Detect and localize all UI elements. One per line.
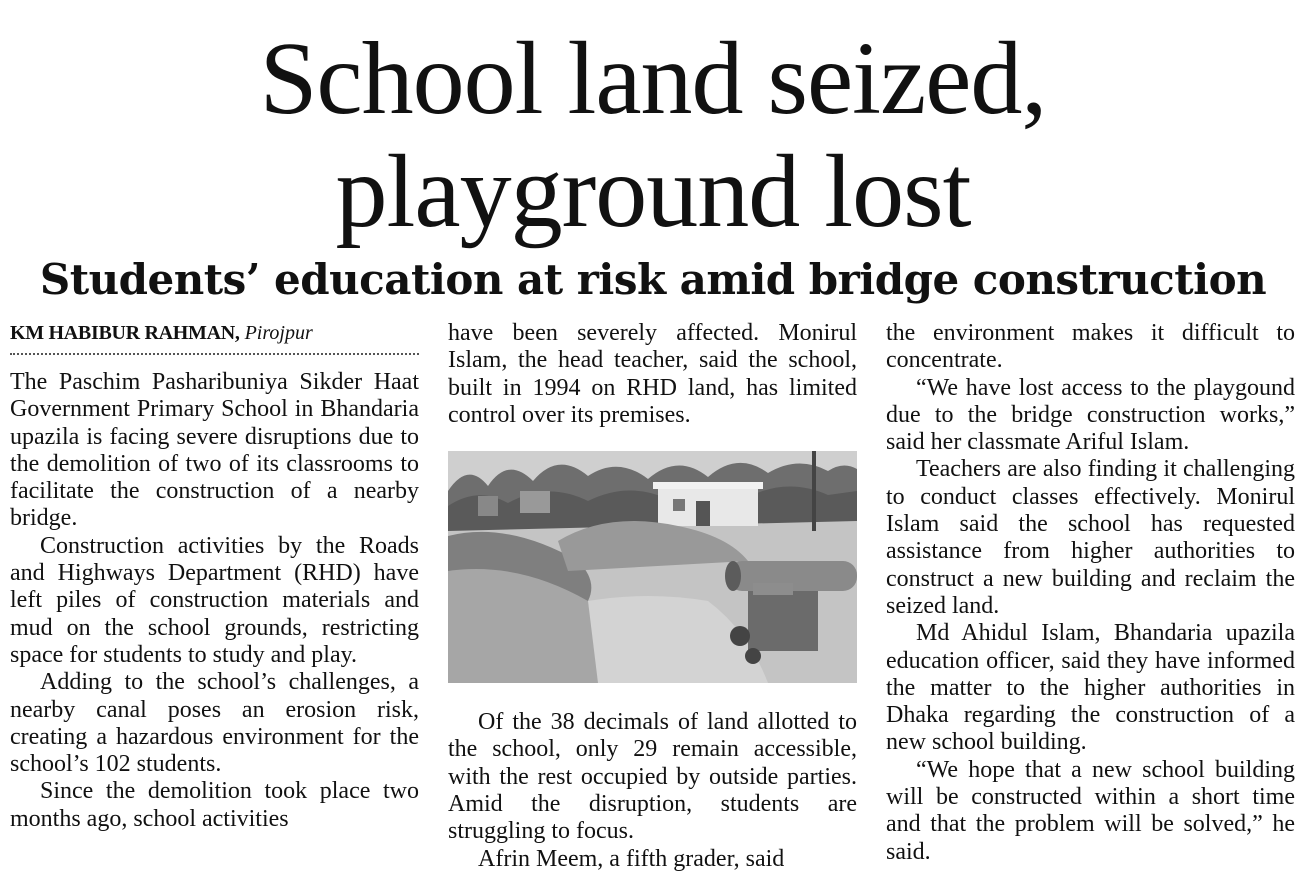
article-column-1 <box>10 320 419 833</box>
subheadline: Students’ education at risk amid bridge construction <box>39 255 1267 304</box>
byline-location: Pirojpur <box>244 322 313 344</box>
byline-author: KM HABIBUR RAHMAN, <box>10 322 240 344</box>
article-column-3 <box>886 320 1295 866</box>
paragraph: the environment makes it difficult to concentrate. <box>886 320 1295 374</box>
article-column-2 <box>448 320 857 873</box>
construction-site-photo <box>448 451 857 683</box>
paragraph: Md Ahidul Islam, Bhandaria upazila education officer, said they have informed the matter to the higher authorities in Dhaka regarding the construction of a new school building. <box>886 620 1295 756</box>
byline <box>10 320 419 355</box>
paragraph: Of the 38 decimals of land allotted to the school, only 29 remain accessible, with the rest occupied by outside parties. Amid the disruption, students are struggling to focus. <box>448 709 857 845</box>
paragraph: Construction activities by the Roads and Highways Department (RHD) have left piles of construction materials and mud on the school grounds, restricting space for students to study and play. <box>10 532 419 668</box>
headline-line-2: playground lost <box>335 134 971 249</box>
paragraph: have been severely affected. Monirul Islam, the head teacher, said the school, built in 1994 on RHD land, has limited control over its premises. <box>448 320 857 428</box>
paragraph: Afrin Meem, a fifth grader, said <box>478 845 785 872</box>
headline-line-1: School land seized, <box>259 21 1047 136</box>
paragraph: The Paschim Pasharibuniya Sikder Haat Government Primary School in Bhandaria upazila is facing severe disruptions due to the demolition of two of its classrooms to facilitate the construction of a nearby bridge. <box>10 369 419 532</box>
paragraph: Adding to the school’s challenges, a nearby canal poses an erosion risk, creating a hazardous environment for the school’s 102 students. <box>10 669 419 778</box>
headline <box>0 22 1306 248</box>
paragraph: Teachers are also finding it challenging to conduct classes effectively. Monirul Islam said the school has requested assistance from higher authorities to construct a new building and reclaim the seized land. <box>886 456 1295 619</box>
paragraph: “We have lost access to the playgound due to the bridge construction works,” said her classmate Ariful Islam. <box>886 374 1295 456</box>
paragraph: “We hope that a new school building will be constructed within a short time and that the problem will be solved,” he said. <box>886 756 1295 865</box>
paragraph: Since the demolition took place two months ago, school activities <box>10 778 419 832</box>
